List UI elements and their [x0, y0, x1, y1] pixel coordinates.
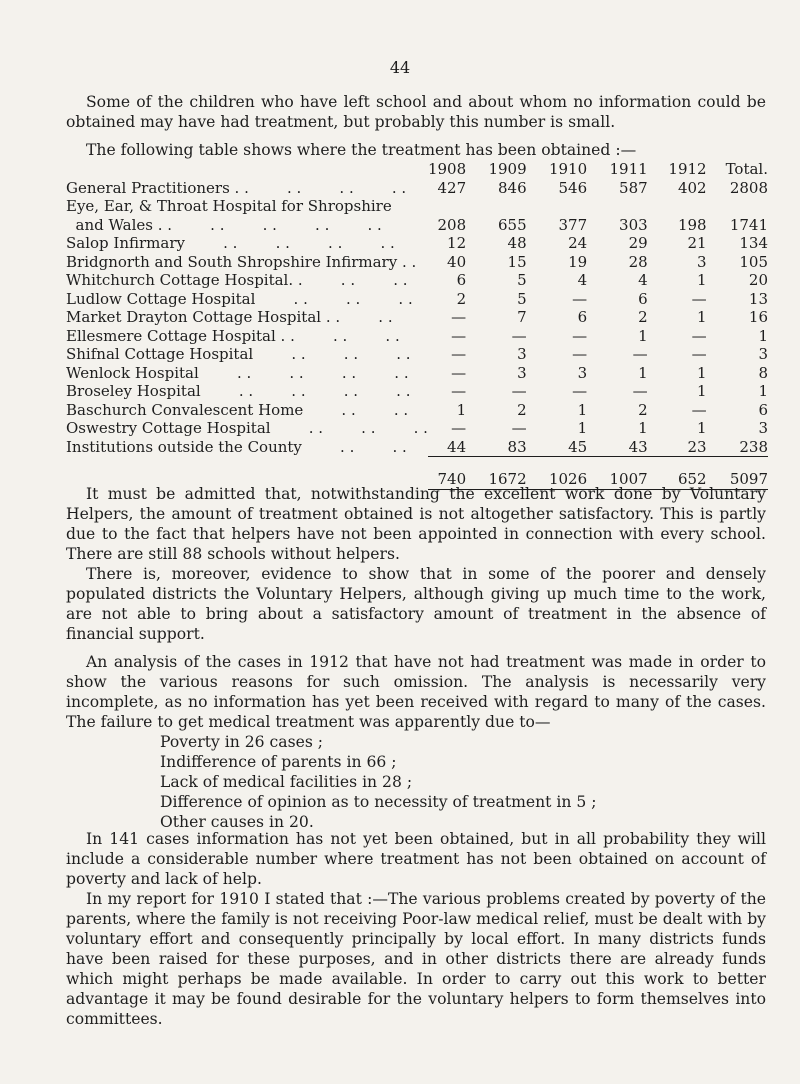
table-row [66, 382, 768, 401]
table-cell: 846 [498, 178, 527, 197]
table-cell: 2808 [729, 178, 768, 197]
total-1909: 1672 [466, 457, 527, 490]
table-cell: 16 [748, 308, 768, 326]
row-label: Oswestry Cottage Hospital . . . . . . [66, 419, 428, 437]
table-cell: 6 [577, 308, 588, 326]
table-cell: 1 [638, 363, 648, 382]
table-cell [527, 197, 588, 216]
table-row [66, 364, 768, 383]
table-cell: 45 [568, 437, 588, 456]
table-cell: 6 [758, 400, 768, 419]
table-cell: — [691, 345, 707, 363]
table-cell: 1 [577, 400, 588, 419]
table-cell: 3 [697, 252, 707, 271]
table-cell: 6 [638, 289, 648, 308]
table-cell [587, 197, 648, 216]
total-1910: 1026 [527, 457, 588, 490]
table-intro: The following table shows where the treatment has been obtained :— [86, 141, 637, 159]
row-label: Eye, Ear, & Throat Hospital for Shropshire [66, 197, 392, 215]
table-cell: 4 [638, 271, 648, 289]
table-cell: 7 [517, 308, 527, 326]
analysis-paragraph: An analysis of the cases in 1912 that have not had treatment was made in order to show the various reasons for such omission. The analysis is necessarily very incomplete, as no information has yet been received with regard to many of the cases. The failure to get medical treatment was apparently due to— [66, 653, 766, 731]
row-label: Ludlow Cottage Hospital . . . . . . [66, 289, 413, 308]
table-row [66, 401, 768, 420]
table-cell: 1 [638, 419, 648, 437]
table-cell: 1 [758, 326, 768, 345]
table-cell: — [632, 345, 648, 363]
row-label: Whitchurch Cottage Hospital. . . . . . [66, 271, 408, 289]
total-1912: 652 [648, 457, 707, 490]
table-cell: — [572, 345, 588, 363]
table-cell: 48 [507, 234, 527, 252]
table-cell: 20 [748, 271, 768, 289]
table-row [66, 216, 768, 235]
table-row [66, 197, 768, 216]
header-1910: 1910 [548, 160, 588, 178]
table-cell: 546 [558, 178, 588, 197]
table-cell: — [691, 289, 707, 308]
table-row [66, 271, 768, 290]
table-cell: 377 [558, 215, 588, 234]
header-1908: 1908 [427, 160, 467, 178]
row-label: General Practitioners . . . . . . . . [66, 178, 407, 197]
table-body [66, 179, 768, 457]
table-cell: 402 [677, 178, 707, 197]
table-cell: 5 [517, 289, 527, 308]
header-label [66, 160, 428, 179]
table-cell: 1 [697, 382, 707, 400]
treatment-table [66, 160, 768, 490]
row-label: and Wales . . . . . . . . . . [66, 215, 382, 234]
row-label: Ellesmere Cottage Hospital . . . . . . [66, 326, 400, 345]
table-cell: — [511, 326, 527, 345]
table-cell: 13 [748, 289, 768, 308]
table-cell: 303 [619, 215, 648, 234]
table-cell: 5 [517, 271, 527, 289]
table-cell: 1 [577, 419, 588, 437]
table-cell: — [451, 363, 467, 382]
table-cell: — [572, 326, 588, 345]
table-cell: 83 [507, 437, 527, 456]
table-cell: 8 [758, 363, 768, 382]
table-cell: 3 [517, 363, 527, 382]
voluntary-paragraph-2: There is, moreover, evidence to show that in some of the poorer and densely populated districts the Voluntary Helpers, although giving up much time to the work, are not able to bring about a satisfactory amount of treatment in the absence of financial support. [66, 565, 766, 643]
table-row [66, 290, 768, 309]
table-cell [648, 197, 707, 216]
header-1911: 1911 [609, 160, 648, 178]
table-cell [466, 197, 527, 216]
table-cell: — [511, 382, 527, 400]
table-cell: 28 [628, 252, 648, 271]
list-item: Poverty in 26 cases ; [160, 733, 324, 751]
table-cell: — [451, 345, 467, 363]
table-cell: 1 [697, 363, 707, 382]
table-cell: 24 [568, 234, 588, 252]
table-cell: — [632, 382, 648, 400]
table-cell: 43 [628, 437, 648, 456]
table-cell: 238 [739, 437, 768, 456]
table-cell: 19 [568, 252, 588, 271]
table-cell: — [451, 419, 467, 437]
table-cell: 44 [447, 437, 467, 456]
table-cell: 29 [628, 234, 648, 252]
table-cell: 2 [638, 308, 648, 326]
row-label: Wenlock Hospital . . . . . . . . [66, 363, 409, 382]
table-row [66, 253, 768, 272]
table-cell: 21 [687, 234, 707, 252]
table-row [66, 438, 768, 457]
row-label: Bridgnorth and South Shropshire Infirmary . . [66, 252, 417, 271]
table-row [66, 308, 768, 327]
table-cell: 3 [758, 345, 768, 363]
table-cell: 1 [697, 271, 707, 289]
row-label: Salop Infirmary . . . . . . . . [66, 234, 395, 252]
table-row [66, 345, 768, 364]
intro-paragraph: Some of the children who have left school and about whom no information could be obtained may have had treatment, but probably this number is small. [66, 93, 766, 131]
table-cell: 3 [577, 363, 588, 382]
report-1910-paragraph: In my report for 1910 I stated that :—The various problems created by poverty of the parents, where the family is not receiving Poor-law medical relief, must be dealt with by voluntary effort and consequently principally by local effort. In many districts funds have been raised for these purposes, and in other districts there are already funds which might perhaps be made available. In order to carry out this work to better advantage it may be found desirable for the voluntary helpers to form themselves into committees. [66, 890, 766, 1028]
table-cell: 1 [456, 400, 467, 419]
table-cell: 208 [437, 215, 467, 234]
table-row [66, 234, 768, 253]
table-cell: 3 [517, 345, 527, 363]
table-cell: 1 [697, 419, 707, 437]
table-cell: 2 [456, 289, 467, 308]
row-label: Market Drayton Cottage Hospital . . . . [66, 308, 393, 326]
row-label: Shifnal Cottage Hospital . . . . . . [66, 345, 411, 363]
table-cell: — [572, 382, 588, 400]
page-number: 44 [389, 58, 411, 77]
header-total: Total. [725, 160, 768, 178]
table-cell: — [691, 400, 707, 419]
table-cell: — [691, 326, 707, 345]
table-cell: 4 [577, 271, 588, 289]
table-cell: 587 [619, 178, 648, 197]
table-cell: 655 [498, 215, 527, 234]
table-cell: 1741 [729, 215, 768, 234]
total-1911: 1007 [587, 457, 648, 490]
table-cell: 2 [517, 400, 527, 419]
table-cell: 12 [447, 234, 467, 252]
voluntary-paragraph-1: It must be admitted that, notwithstanding the excellent work done by Voluntary Helpers, the amount of treatment obtained is not altogether satisfactory. This is partly due to the fact that helpers have not been appointed in connection with every school. There are still 88 schools without helpers. [66, 485, 766, 563]
table-cell: — [451, 308, 467, 326]
list-item: Indifference of parents in 66 ; [160, 753, 397, 771]
table-cell: 1 [638, 326, 648, 345]
row-label: Institutions outside the County . . . . [66, 437, 407, 456]
table-cell: — [511, 419, 527, 437]
list-item: Lack of medical facilities in 28 ; [160, 773, 413, 791]
header-1912: 1912 [668, 160, 707, 178]
table-cell: 134 [739, 234, 768, 252]
header-1909: 1909 [488, 160, 527, 178]
table-cell [428, 197, 466, 216]
table-cell: 427 [437, 178, 467, 197]
table-cell: 105 [739, 252, 768, 271]
list-item: Other causes in 20. [160, 813, 314, 831]
table-row [66, 327, 768, 346]
table-cell: — [572, 289, 588, 308]
table-cell: 1 [758, 382, 768, 400]
table-cell: 3 [758, 419, 768, 437]
report-section [66, 829, 766, 1029]
table-row [66, 179, 768, 198]
table-header-row [66, 160, 768, 179]
row-label: Broseley Hospital . . . . . . . . [66, 382, 411, 400]
table-cell: 198 [677, 215, 707, 234]
total-1908: 740 [428, 457, 466, 490]
table-cell [707, 197, 768, 216]
analysis-section [66, 652, 766, 832]
voluntary-helpers-section [66, 484, 766, 644]
table-cell: — [451, 382, 467, 400]
table-cell: 15 [507, 252, 527, 271]
total-all: 5097 [707, 457, 768, 490]
table-row [66, 419, 768, 438]
reasons-list [160, 732, 766, 832]
table-cell: 6 [456, 271, 467, 289]
table-cell: — [451, 326, 467, 345]
table-cell: 40 [447, 252, 467, 271]
table-cell: 23 [687, 437, 707, 456]
row-label: Baschurch Convalescent Home . . . . [66, 400, 409, 419]
table-cell: 2 [638, 400, 648, 419]
list-item: Difference of opinion as to necessity of treatment in 5 ; [160, 793, 597, 811]
paragraph-141-cases: In 141 cases information has not yet been obtained, but in all probability they will include a considerable number where treatment has not been obtained on account of poverty and lack of help. [66, 830, 766, 888]
table-cell: 1 [697, 308, 707, 326]
